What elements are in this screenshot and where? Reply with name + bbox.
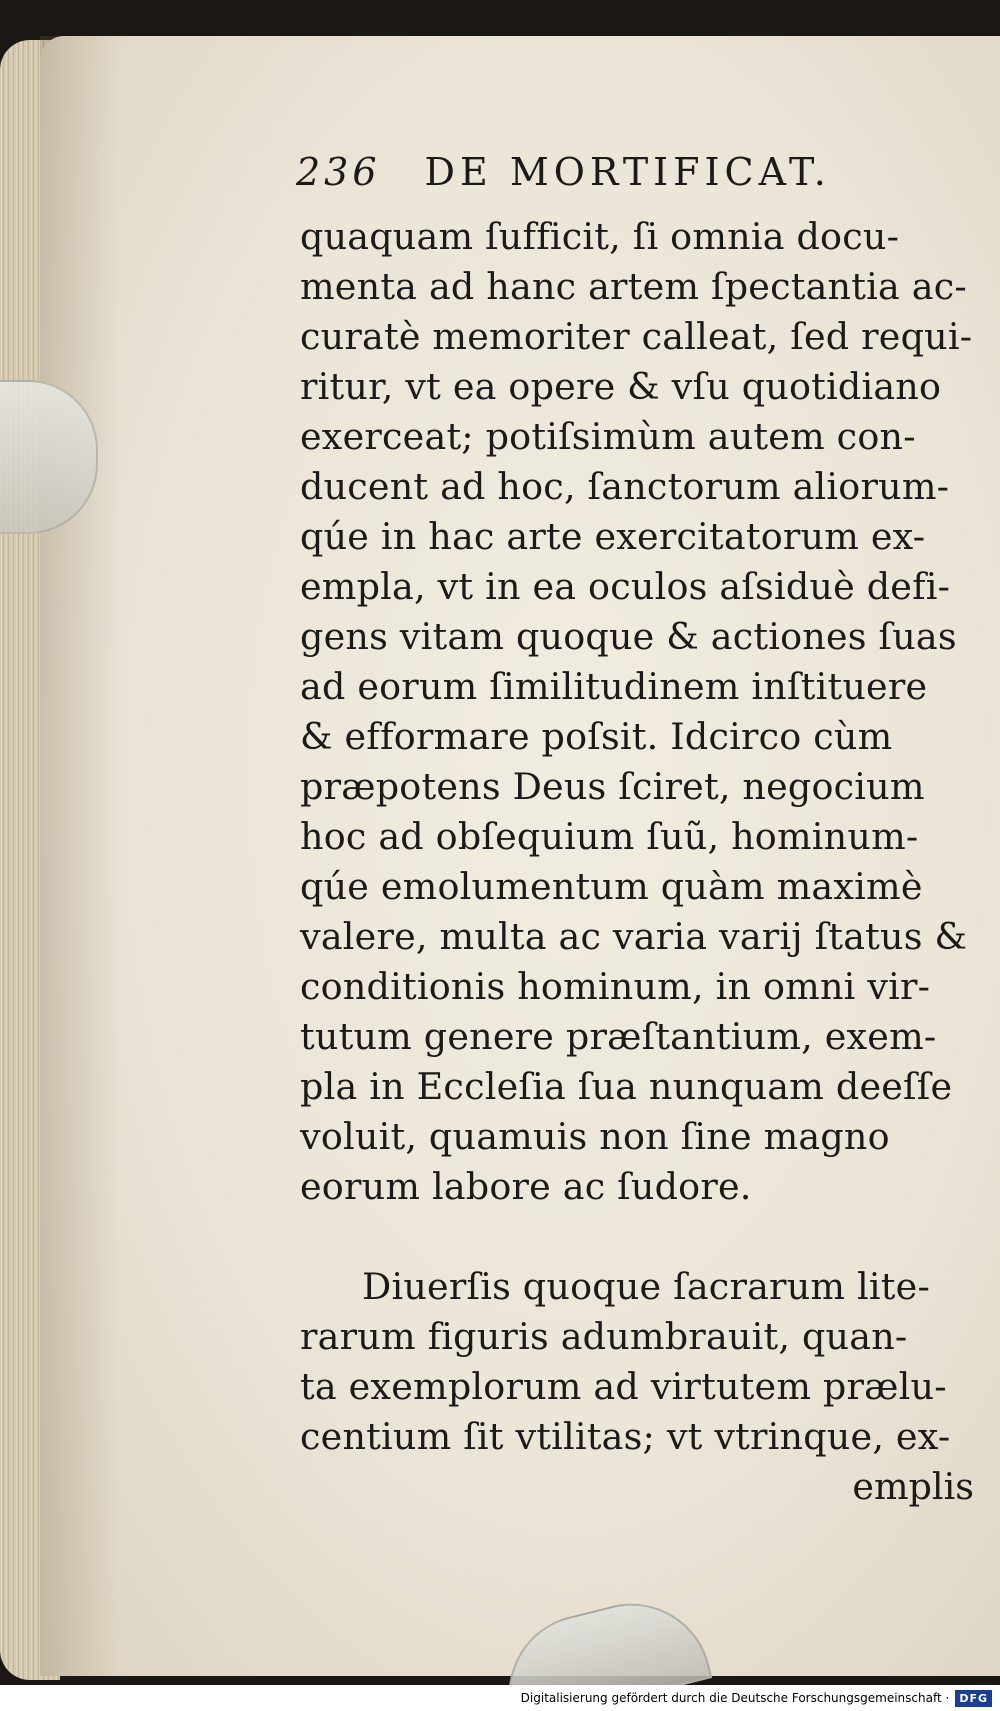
digitization-footer: [0, 1685, 1000, 1711]
page-number: 236: [296, 150, 381, 194]
text-line: ritur, vt ea opere & vſu quotidiano: [300, 365, 942, 408]
text-line: exerceat; potiſsimùm autem con-: [300, 415, 916, 458]
text-line: ducent ad hoc, ſanctorum aliorum-: [300, 465, 950, 508]
text-line: voluit, quamuis non ſine magno: [300, 1115, 890, 1158]
text-line: empla, vt in ea oculos aſsiduè defi-: [300, 565, 951, 608]
text-line: qúe in hac arte exercitatorum ex-: [300, 515, 926, 558]
text-line: valere, multa ac varia varij ſtatus &: [300, 915, 968, 958]
dfg-logo: DFG: [955, 1690, 992, 1707]
paragraph-gap: [300, 1212, 990, 1262]
page-text: [296, 150, 990, 1512]
text-line: menta ad hanc artem ſpectantia ac-: [300, 265, 967, 308]
text-line: Diuerſis quoque ſacrarum lite-: [362, 1265, 930, 1308]
text-line: hoc ad obſequium ſuũ, hominum-: [300, 815, 919, 858]
catchword: emplis: [852, 1465, 974, 1508]
text-line: gens vitam quoque & actiones ſuas: [300, 615, 957, 658]
text-line: ad eorum ſimilitudinem inſtituere: [300, 665, 928, 708]
text-line: & efformare poſsit. Idcirco cùm: [300, 715, 893, 758]
text-line: qúe emolumentum quàm maximè: [300, 865, 923, 908]
text-line: rarum figuris adumbrauit, quan-: [300, 1315, 908, 1358]
paragraph-2: [300, 1262, 990, 1462]
paragraph-1: [300, 212, 990, 1212]
page-header: [296, 150, 990, 212]
text-line: tutum genere præſtantium, exem-: [300, 1015, 937, 1058]
text-line: ta exemplorum ad virtutem prælu-: [300, 1365, 947, 1408]
running-head: DE MORTIFICAT.: [424, 150, 831, 194]
text-line: conditionis hominum, in omni vir-: [300, 965, 931, 1008]
text-line: curatè memoriter calleat, ſed requi-: [300, 315, 973, 358]
text-line: quaquam ſufficit, ſi omnia docu-: [300, 215, 900, 258]
text-line: præpotens Deus ſciret, negocium: [300, 765, 925, 808]
footer-credit: Digitalisierung gefördert durch die Deutsche Forschungsgemeinschaft ·: [520, 1691, 950, 1705]
text-line: pla in Eccleſia ſua nunquam deeſſe: [300, 1065, 953, 1108]
text-line: centium ſit vtilitas; vt vtrinque, ex-: [300, 1415, 951, 1458]
text-line: eorum labore ac ſudore.: [300, 1165, 752, 1208]
